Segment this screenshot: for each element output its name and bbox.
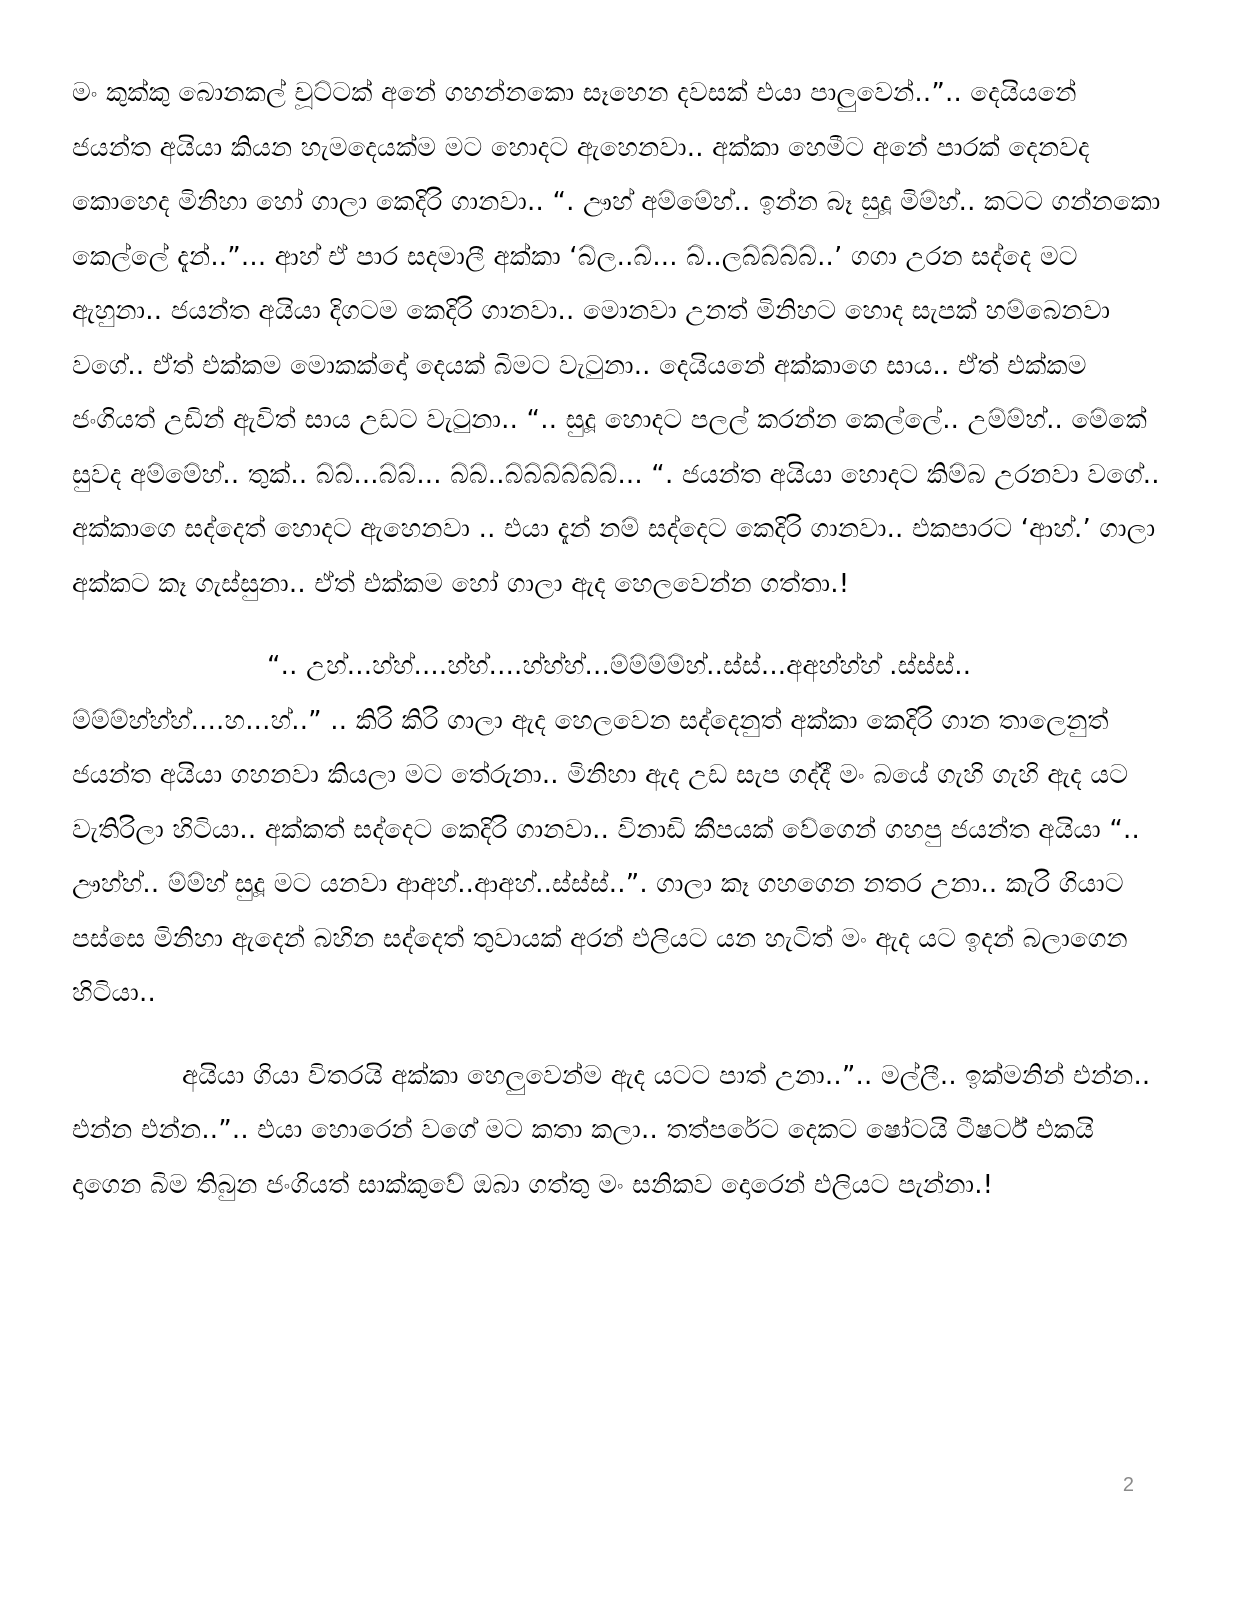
paragraph-3: අයියා ගියා විතරයි අක්කා හෙලුවෙන්ම ඇද යටට පාත් උනා..”.. මල්ලී.. ඉක්මනින් එන්න.. එන්න එන්න..”.. එයා හොරෙන් වගේ මට කතා කලා.. තත්පරේට දෙකට ෂෝටයි ටීෂර්ට් එකයි දාගෙන බිම තිබුන ජංගියත් සාක්කුවේ ඔබා ගත්තු මං සනිකව දොරෙන් එලියට පැන්නා.!	[72, 1060, 1151, 1200]
page-body	[72, 66, 1162, 1212]
paragraph-2: “.. උහ්...හ්හ්....හ්හ්....හ්හ්හ්...ම්ම්ම්ම්හ්..ස්ස්...අඅහ්හ්හ් .ස්ස්ස්.. ම්ම්ම්හ්හ්හ්....හ...හ්..” .. කිරි කිරි ගාලා ඇද හෙලවෙන සද්දෙනුත් අක්කා කෙදිරි ගාන තාලෙනුත් ජයන්ත අයියා ගහනවා කියලා මට තේරුනා.. මිනිහා ඇද උඩ සැප ගද්දී මං බයේ ගැහි ගැහි ඇද යට වැතිරිලා හිටියා.. අක්කත් සද්දෙට කෙදිරි ගානවා.. විනාඩි කීපයක් වේගෙන් ගහපු ජයන්ත අයියා “.. ඌහ්හ්.. ම්ම්හ් සුදූ මට යනවා ආඅහ්..ආඅහ්..ස්ස්ස්..”. ගාලා කෑ ගහගෙන නතර උනා.. කැරි ගියාට පස්සෙ මිනිහා ඇදෙන් බහින සද්දෙත් තුවායක් අරන් එලියට යන හැටිත් මං ඇද යට ඉදන් බලාගෙන හිටියා..	[72, 651, 1140, 1008]
paragraph-1: මං කුක්කු බොනකල් චූට්ටක් අනේ ගහන්නකො සෑහෙන දවසක් එයා පාලුවෙන්..”.. දෙයියනේ ජයන්ත අයියා කියන හැමදෙයක්ම මට හොදට ඇහෙනවා.. අක්කා හෙමීට අනේ පාරක් දෙනවද කොහෙද මිනිහා හෝ ගාලා කෙදිරි ගානවා.. “. ඌහ් අම්මේහ්.. ඉන්න බෑ සුදූ මිම්හ්.. කටට ගන්නකො කෙල්ලේ දැන්..”... ආහ් ඒ පාර සදමාලී අක්කා ‘බ්ල..බ්... බ්..ලබ්බ්බ්බ්..’ ගගා උරන සද්දෙ මට ඇහුනා.. ජයන්ත අයියා දිගටම කෙදිරි ගානවා.. මොනවා උනත් මිනිහට හොද සැපක් හම්බෙනවා වගේ.. ඒත් එක්කම මොකක්දෝ දෙයක් බිමට වැටුනා.. දෙයියනේ අක්කාගෙ සාය.. ඒත් එක්කම ජංගියත් උඩින් ඇවිත් සාය උඩට වැටුනා.. “.. සුදූ හොදට පලල් කරන්න කෙල්ලේ.. උම්ම්හ්.. මේකේ සුවද අම්මේහ්.. තුක්.. බ්බ්...බ්බ්... බ්බ්..බ්බ්බ්බ්බ්බ්... “. ජයන්ත අයියා හොදට කිම්බ උරනවා වගේ.. අක්කාගෙ සද්දෙත් හොදට ඇහෙනවා .. එයා දැන් නම් සද්දෙට කෙදිරි ගානවා.. එකපාරට ‘ආහ්.’ ගාලා අක්කට කෑ ගැස්සුනා.. ඒත් එක්කම හෝ ගාලා ඇද හෙලවෙන්න ගත්තා.!	[72, 78, 1161, 599]
page-number: 2	[1122, 1474, 1134, 1496]
